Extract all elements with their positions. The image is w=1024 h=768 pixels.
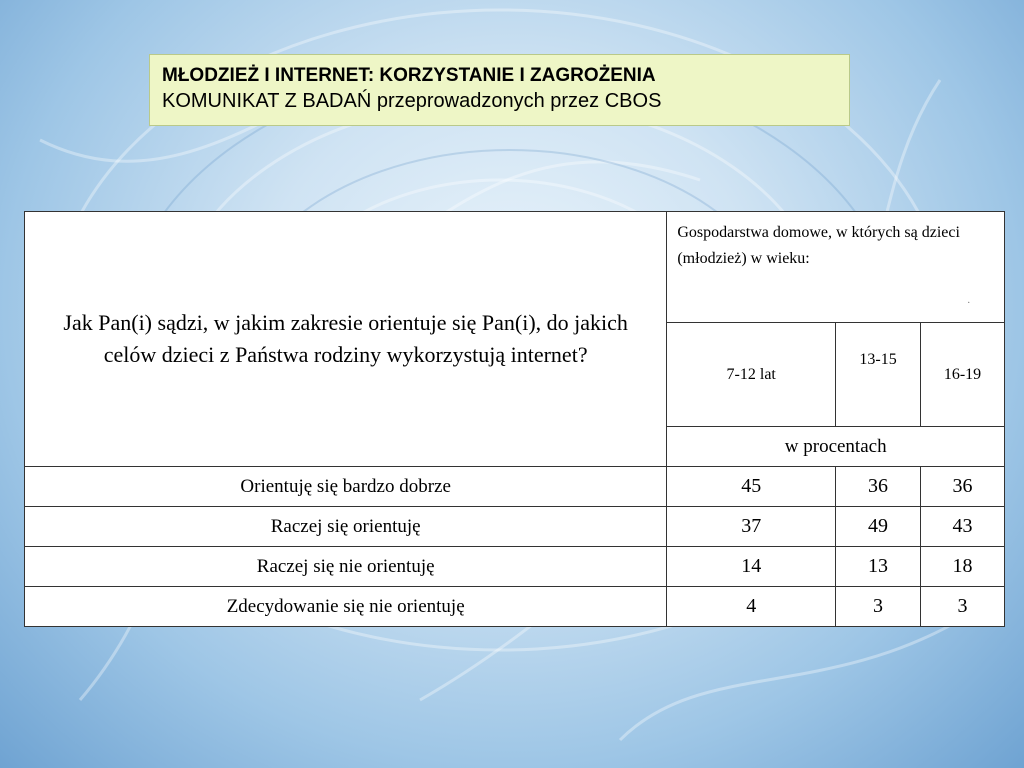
row-value: 49 <box>836 507 921 547</box>
age-group-cell: 13-15 <box>836 323 921 427</box>
table-row <box>25 547 1005 587</box>
row-label: Zdecydowanie się nie orientuję <box>25 587 667 627</box>
unit-cell: w procentach <box>667 427 1005 467</box>
row-value: 36 <box>921 467 1005 507</box>
row-value: 18 <box>921 547 1005 587</box>
row-value: 43 <box>921 507 1005 547</box>
row-value: 14 <box>667 547 836 587</box>
row-label: Raczej się nie orientuję <box>25 547 667 587</box>
title-main: MŁODZIEŻ I INTERNET: KORZYSTANIE I ZAGROŻENIA <box>162 65 656 86</box>
title-subtitle: KOMUNIKAT Z BADAŃ przeprowadzonych przez CBOS <box>162 90 662 112</box>
group-header-cell <box>667 212 1005 323</box>
group-header-text: Gospodarstwa domowe, w których są dzieci (młodzież) w wieku: <box>677 224 960 267</box>
row-value: 37 <box>667 507 836 547</box>
table-row <box>25 467 1005 507</box>
row-value: 45 <box>667 467 836 507</box>
age-group-cell: 7-12 lat <box>667 323 836 427</box>
row-value: 3 <box>921 587 1005 627</box>
survey-table <box>24 211 1005 627</box>
group-header-mark: . <box>967 295 970 306</box>
title-box <box>149 54 850 126</box>
row-value: 13 <box>836 547 921 587</box>
row-value: 4 <box>667 587 836 627</box>
age-group-cell: 16-19 <box>921 323 1005 427</box>
header-row-1 <box>25 212 1005 323</box>
question-cell: Jak Pan(i) sądzi, w jakim zakresie orientuje się Pan(i), do jakich celów dzieci z Państwa rodziny wykorzystują internet? <box>25 212 667 467</box>
row-label: Orientuję się bardzo dobrze <box>25 467 667 507</box>
row-value: 3 <box>836 587 921 627</box>
row-value: 36 <box>836 467 921 507</box>
row-label: Raczej się orientuję <box>25 507 667 547</box>
table-row <box>25 507 1005 547</box>
table-row <box>25 587 1005 627</box>
